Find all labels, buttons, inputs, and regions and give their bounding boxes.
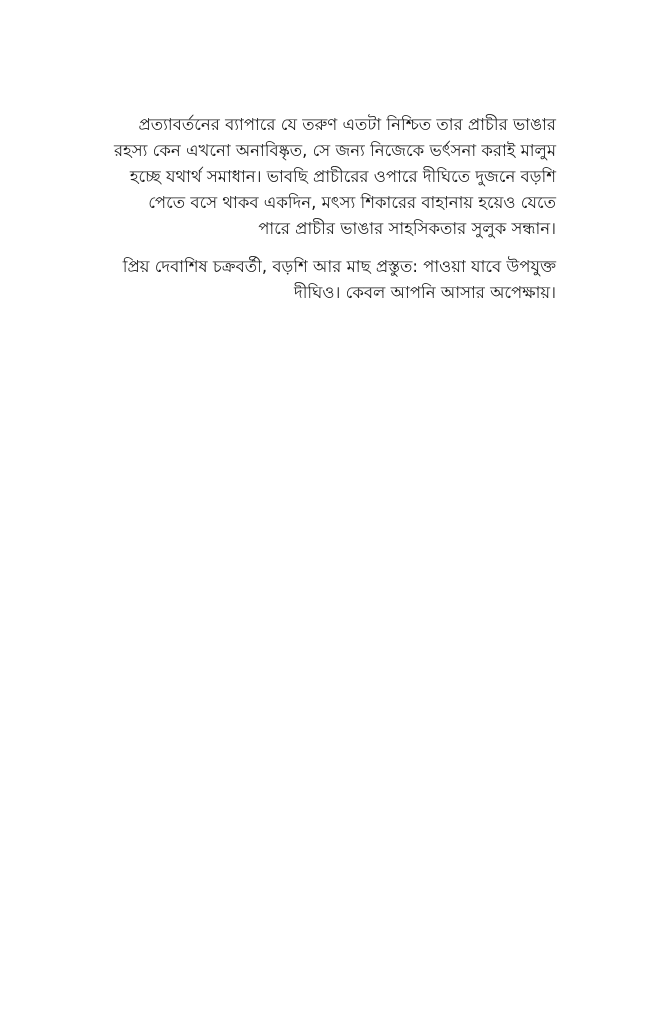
paragraph-1-line-4: পেতে বসে থাকব একদিন, মৎস্য শিকারের বাহানায় হয়েও যেতে bbox=[148, 193, 556, 212]
paragraph-2-line-1: প্রিয় দেবাশিষ চক্রবর্তী, বড়শি আর মাছ প্রস্তুত: পাওয়া যাবে উপযুক্ত bbox=[122, 257, 556, 276]
paragraph-1-line-5: পারে প্রাচীর ভাঙার সাহসিকতার সুলুক সন্ধান। bbox=[258, 219, 556, 238]
paragraph-1 bbox=[100, 112, 556, 242]
paragraph-1-line-2: রহস্য কেন এখনো অনাবিষ্কৃত, সে জন্য নিজেকে ভর্ৎসনা করাই মালুম bbox=[113, 141, 556, 160]
paragraph-1-line-1: প্রত্যাবর্তনের ব্যাপারে যে তরুণ এতটা নিশ্চিত তার প্রাচীর ভাঙার bbox=[138, 115, 556, 134]
paragraph-1-line-3: হচ্ছে যথার্থ সমাধান। ভাবছি প্রাচীরের ওপারে দীঘিতে দুজনে বড়শি bbox=[129, 167, 556, 186]
body-text bbox=[100, 112, 556, 318]
paragraph-2 bbox=[100, 254, 556, 306]
paragraph-2-line-2: দীঘিও। কেবল আপনি আসার অপেক্ষায়। bbox=[294, 283, 556, 302]
